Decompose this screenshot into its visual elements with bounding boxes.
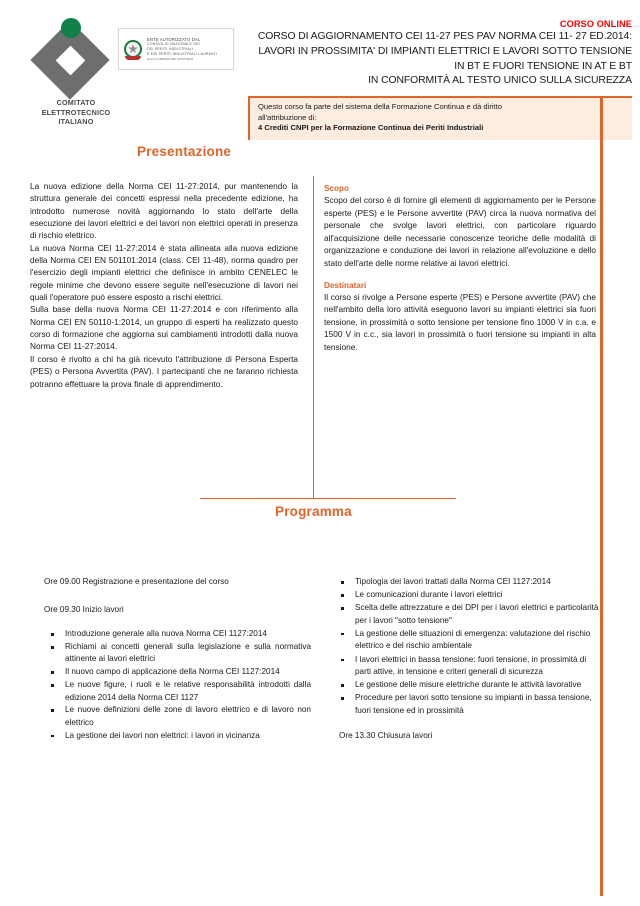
list-item: La gestione delle situazioni di emergenza: valutazione del rischio elettrico e del rischio ambientale xyxy=(338,628,600,653)
list-item: Le gestione delle misure elettriche durante le attività lavorative xyxy=(338,679,600,692)
cei-word-line: COMITATO xyxy=(56,98,96,107)
presentazione-heading: Presentazione xyxy=(137,144,232,159)
list-item: Scelta delle attrezzature e dei DPI per i lavori elettrici e particolarità per i lavori "sotto tensione" xyxy=(338,602,600,627)
presentazione-paragraph: La nuova edizione della Norma CEI 11-27:2014, pur mantenendo la struttura generale dei concetti espressi nella precedente edizione, ha introdotto numerose novità aggiornando lo stato dell'arte della esecuzione dei lavori elettrici e dei lavori non elettrici operati in presenza di rischio elettrico. xyxy=(30,181,298,241)
list-item: La gestione dei lavori non elettrici: i lavori in vicinanza xyxy=(43,730,311,742)
right-accent-rule xyxy=(600,96,603,896)
credits-line: all'attribuzione di: xyxy=(258,112,317,122)
programma-left-list xyxy=(43,628,311,742)
list-item: Tipologia dei lavori trattati dalla Norma CEI 1127:2014 xyxy=(338,576,600,589)
presentazione-column xyxy=(30,180,298,390)
list-item: Il nuovo campo di applicazione della Norma CEI 1127:2014 xyxy=(43,666,311,678)
list-item: Le comunicazioni durante i lavori elettrici xyxy=(338,589,600,602)
credits-line: Questo corso fa parte del sistema della Formazione Continua e dà diritto xyxy=(258,102,502,111)
course-online-badge: CORSO ONLINE xyxy=(559,19,632,29)
presentazione-paragraph: Il corso è rivolto a chi ha già ricevuto l'attribuzione di Persona Esperta (PES) o Persona Avvertita (PAV). I partecipanti che ne faranno richiesta potranno effettuare la prova finale di apprendimento. xyxy=(30,353,298,389)
list-item: Le nuove definizioni delle zone di lavoro elettrico e di lavoro non elettrico xyxy=(43,704,311,729)
programma-closing-time: Ore 13.30 Chiusura lavori xyxy=(339,730,433,740)
accreditation-line: ENTE AUTORIZZATO DAL xyxy=(147,36,201,42)
programma-accent-rule xyxy=(200,498,456,499)
scopo-text: Scopo del corso è di fornire gli elementi di aggiornamento per le Persone esperte (PES) e le Persone avvertite (PAV) circa la nuova normativa del personale che svolge lavori elettrici, con particolare riguardo all'acquisizione delle necessarie conoscenze teoriche delle modalità di organizzazione e conduzione dei lavori in relazione all'evoluzione e dello stato dell'arte delle norme relative ai lavori elettrici. xyxy=(324,195,596,268)
document-header xyxy=(0,0,640,140)
scopo-destinatari-column xyxy=(324,184,596,354)
presentazione-paragraph: La nuova Norma CEI 11-27:2014 è stata allineata alla nuova edizione della Norma CEI EN 501101:2014 (class. CEI 11-48), norma quadro per l'esercizio degli impianti elettrici che definisce in ambito CENELEC le regole minime che devono essere seguite nell'esecuzione di lavori nei quali l'operatore può essere esposto a rischi elettrici. xyxy=(30,242,298,303)
list-item: Introduzione generale alla nuova Norma CEI 1127:2014 xyxy=(43,628,311,640)
programma-time-entry: Ore 09.30 Inizio lavori xyxy=(44,605,124,614)
column-divider-rule xyxy=(313,176,314,498)
programma-right-list xyxy=(338,576,600,718)
section-spacer xyxy=(324,270,596,281)
list-item: Richiami ai concetti generali sulla legislazione e sulla normativa attinente ai lavori elettrici xyxy=(43,641,311,666)
cei-diamond-logo-icon xyxy=(33,16,119,94)
cei-word-line: ELETTROTECNICO xyxy=(41,107,111,117)
cei-logo-block xyxy=(28,16,124,127)
accreditation-line: DEI PERITI INDUSTRIALI xyxy=(147,46,194,51)
course-title-line: IN BT E FUORI TENSIONE IN AT E BT xyxy=(454,60,632,72)
programma-heading: Programma xyxy=(275,504,352,519)
course-title-line: IN CONFORMITÀ AL TESTO UNICO SULLA SICUREZZA xyxy=(368,75,632,87)
accreditation-text xyxy=(144,37,230,62)
credits-info-box xyxy=(248,96,632,140)
accreditation-line: CONSIGLIO NAZIONALE DEI xyxy=(147,41,200,46)
accreditation-line: ALLA FORMAZIONE CONTINUA xyxy=(147,56,194,61)
scopo-heading: Scopo xyxy=(324,184,350,193)
course-title-block xyxy=(238,18,632,89)
italian-republic-emblem-icon xyxy=(122,36,144,62)
cei-word-line: ITALIANO xyxy=(58,117,94,127)
course-title-line: LAVORI IN PROSSIMITA' DI IMPIANTI ELETTRICI E LAVORI SOTTO TENSIONE xyxy=(258,45,632,57)
destinatari-text: Il corso si rivolge a Persone esperte (PES) e Persone avvertite (PAV) che nell'ambito della loro attività eseguono lavori su impianti elettrici sia fuori tensione, in prossimità o sotto tensione per tensione fino 1000 V in c.a. e 1500 V in c.c., sia lavori in prossimità o fuori tensione su impianti in alta tensione. xyxy=(324,291,596,352)
destinatari-heading: Destinatari xyxy=(324,280,367,290)
list-item: Procedure per lavori sotto tensione su impianti in bassa tensione, fuori tensione ed in prossimità xyxy=(338,692,600,717)
accreditation-line: E DEI PERITI INDUSTRIALI LAUREATI xyxy=(147,51,218,56)
cei-logo-wordmark xyxy=(28,98,124,127)
list-item: Le nuove figure, i ruoli e le relative responsabilità introdotti dalla edizione 2014 della Norma CEI 1127 xyxy=(43,679,311,704)
course-title-line: CORSO DI AGGIORNAMENTO CEI 11-27 PES PAV NORMA CEI 11- 27 ED.2014: xyxy=(257,31,632,42)
programma-right-column xyxy=(338,576,600,742)
list-item: I lavori elettrici in bassa tensione: fuori tensione, in prossimità di parti attive, in tensione e criteri generali di sicurezza xyxy=(338,654,600,679)
presentazione-paragraph: Sulla base della nuova Norma CEI 11-27:2014 e con riferimento alla Norma CEI EN 50110-1:2014, un gruppo di esperti ha realizzato questo corso di formazione che aggiorna sui cambiamenti introdotti dalla nuova Norma CEI 11-27:2014. xyxy=(30,304,298,352)
programma-left-column xyxy=(43,576,311,743)
accreditation-logo-block xyxy=(118,28,234,70)
credits-line: 4 Crediti CNPI per la Formazione Continua dei Periti Industriali xyxy=(258,123,484,133)
programma-time-entry: Ore 09.00 Registrazione e presentazione del corso xyxy=(44,577,229,586)
